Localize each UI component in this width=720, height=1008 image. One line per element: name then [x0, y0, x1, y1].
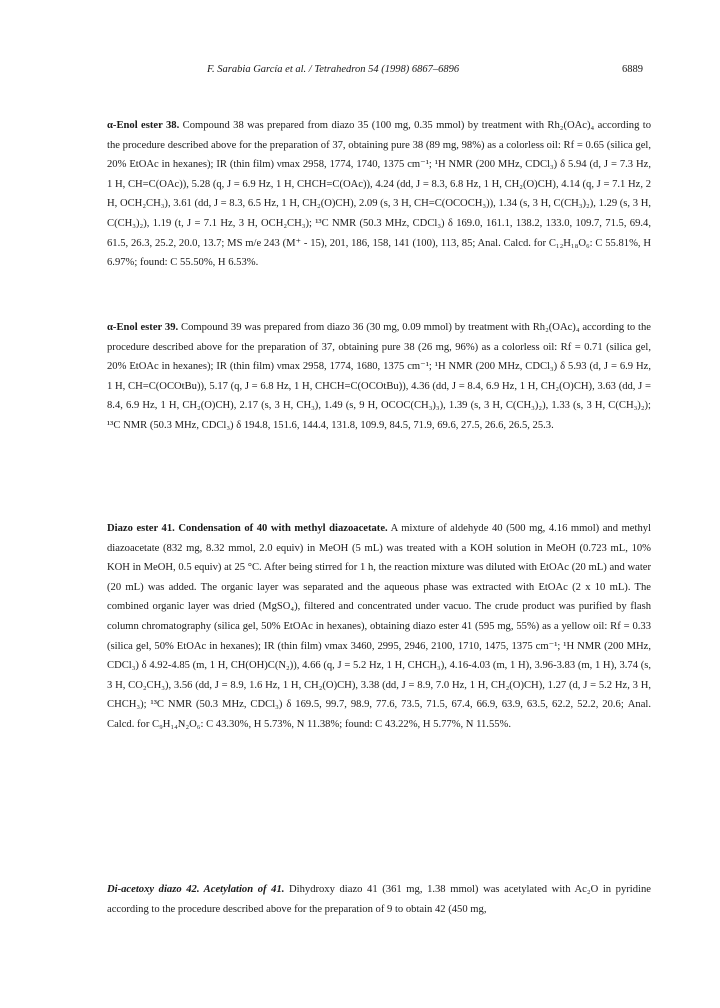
page-header	[0, 64, 720, 82]
paragraph-title: α-Enol ester 38.	[107, 120, 180, 131]
paragraph-enol-ester-39	[79, 318, 651, 436]
paragraph-enol-ester-38	[79, 116, 651, 273]
running-head: F. Sarabia García et al. / Tetrahedron 54 (1998) 6867–6896	[207, 64, 460, 75]
paragraph-body: Compound 38 was prepared from diazo 35 (100 mg, 0.35 mmol) by treatment with Rh₂(OAc)₄ according to the procedure described above for the preparation of 37, obtaining pure 38 (89 mg, 98%) as a colorless oil: Rf = 0.65 (silica gel, 20% EtOAc in hexanes); IR (thin film) νmax 2958, 1774, 1740, 1375 cm⁻¹; ¹H NMR (200 MHz, CDCl₃) δ 5.94 (d, J = 7.3 Hz, 1 H, CH=C(OAc)), 5.28 (q, J = 6.9 Hz, 1 H, CHCH=C(OAc)), 4.24 (dd, J = 8.3, 6.8 Hz, 1 H, CH₂(O)CH), 4.14 (q, J = 7.1 Hz, 2 H, OCH₂CH₃), 3.61 (dd, J = 8.3, 6.5 Hz, 1 H, CH₂(O)CH), 2.09 (s, 3 H, CH=C(OCOCH₃)), 1.34 (s, 3 H, C(CH₃)₂), 1.29 (s, 3 H, C(CH₃)₂), 1.19 (t, J = 7.1 Hz, 3 H, OCH₂CH₃); ¹³C NMR (50.3 MHz, CDCl₃) δ 169.0, 161.1, 138.2, 133.0, 109.7, 71.5, 69.4, 61.5, 26.3, 25.2, 20.0, 13.7; MS m/e 243 (M⁺ - 15), 201, 186, 158, 141 (100), 113, 85; Anal. Calcd. for C₁₂H₁₈O₆: C 55.81%, H 6.97%; found: C 55.50%, H 6.53%.	[107, 120, 651, 269]
paragraph-diazo-ester-41	[79, 519, 651, 735]
paragraph-diacetoxy-diazo-42	[79, 880, 651, 919]
paragraph-body: A mixture of aldehyde 40 (500 mg, 4.16 mmol) and methyl diazoacetate (832 mg, 8.32 mmol, 2.0 equiv) in MeOH (5 mL) was treated with a KOH solution in MeOH (0.723 mL, 10% KOH in MeOH, 0.5 equiv) at 25 °C. After being stirred for 1 h, the reaction mixture was diluted with EtOAc (20 mL) and water (20 mL) was added. The organic layer was separated and the aqueous phase was extracted with EtOAc (2 x 10 mL). The combined organic layer was dried (MgSO₄), filtered and concentrated under vacuo. The crude product was purified by flash column chromatography (silica gel, 50% EtOAc in hexanes), obtaining diazo ester 41 (595 mg, 55%) as a yellow oil: Rf = 0.33 (silica gel, 50% EtOAc in hexanes); IR (thin film) νmax 3460, 2995, 2946, 2100, 1710, 1475, 1375 cm⁻¹; ¹H NMR (200 MHz, CDCl₃) δ 4.92-4.85 (m, 1 H, CH(OH)C(N₂)), 4.66 (q, J = 5.2 Hz, 1 H, CHCH₃), 4.16-4.03 (m, 1 H), 3.96-3.83 (m, 1 H), 3.74 (s, 3 H, CO₂CH₃), 3.56 (dd, J = 8.9, 1.6 Hz, 1 H, CH₂(O)CH), 3.38 (dd, J = 8.9, 7.0 Hz, 1 H, CH₂(O)CH), 1.27 (d, J = 5.2 Hz, 3 H, CHCH₃); ¹³C NMR (50.3 MHz, CDCl₃) δ 169.5, 99.7, 98.9, 77.6, 73.5, 71.5, 67.4, 66.9, 63.9, 63.5, 62.2, 52.2, 20.6; Anal. Calcd. for C₉H₁₄N₂O₆: C 43.30%, H 5.73%, N 11.38%; found: C 43.22%, H 5.77%, N 11.55%.	[107, 523, 651, 730]
paragraph-body: Compound 39 was prepared from diazo 36 (30 mg, 0.09 mmol) by treatment with Rh₂(OAc)₄ according to the procedure described above for the preparation of 37, obtaining pure 38 (26 mg, 96%) as a colorless oil: Rf = 0.71 (silica gel, 20% EtOAc in hexanes); IR (thin film) νmax 2958, 1774, 1680, 1375 cm⁻¹; ¹H NMR (200 MHz, CDCl₃) δ 5.93 (d, J = 6.9 Hz, 1 H, CH=C(OCOtBu)), 5.17 (q, J = 6.8 Hz, 1 H, CHCH=C(OCOtBu)), 4.36 (dd, J = 8.4, 6.9 Hz, 1 H, CH₂(O)CH), 3.63 (dd, J = 8.4, 6.9 Hz, 1 H, CH₂(O)CH), 2.17 (s, 3 H, CH₃), 1.49 (s, 9 H, OCOC(CH₃)₃), 1.39 (s, 3 H, C(CH₃)₂), 1.33 (s, 3 H, C(CH₃)₂); ¹³C NMR (50.3 MHz, CDCl₃) δ 194.8, 151.6, 144.4, 131.8, 109.9, 84.5, 71.9, 69.6, 27.5, 26.6, 26.5, 25.3.	[107, 322, 651, 431]
paragraph-title: α-Enol ester 39.	[107, 322, 179, 333]
paragraph-title: Diazo ester 41. Condensation of 40 with methyl diazoacetate.	[107, 523, 388, 534]
paragraph-body: Dihydroxy diazo 41 (361 mg, 1.38 mmol) was acetylated with Ac₂O in pyridine according to the procedure described above for the preparation of 9 to obtain 42 (450 mg,	[107, 884, 651, 915]
paragraph-title: Di-acetoxy diazo 42. Acetylation of 41.	[107, 884, 285, 895]
page-number: 6889	[622, 64, 643, 75]
